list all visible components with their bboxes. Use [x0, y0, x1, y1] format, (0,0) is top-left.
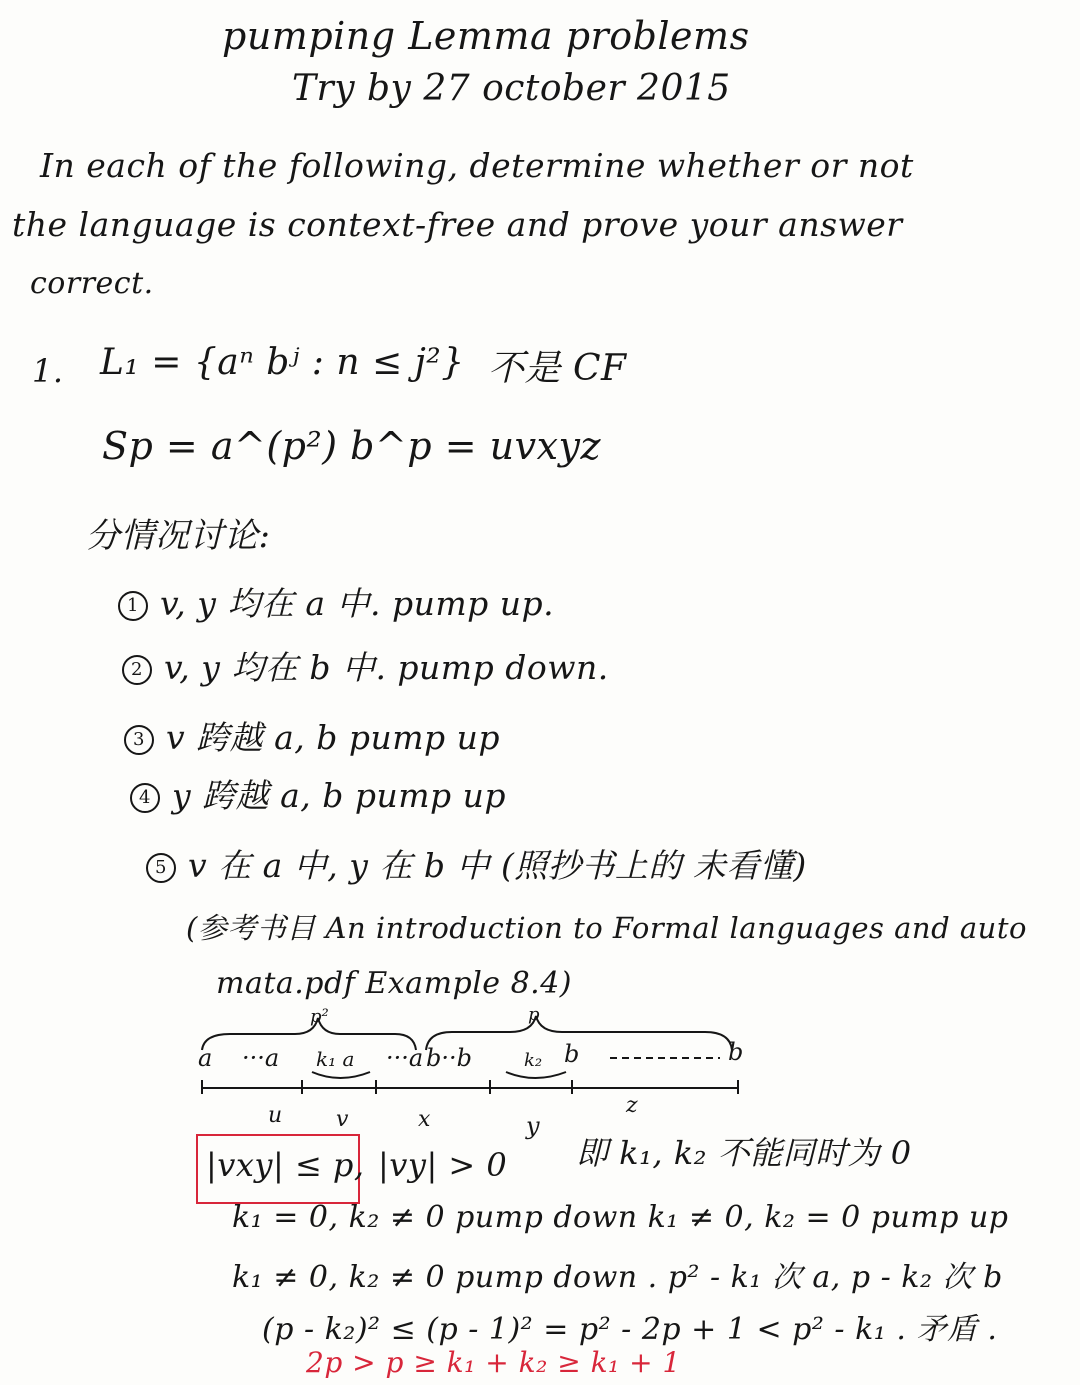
brace-b-label: p	[528, 1004, 540, 1025]
instruction-line-1: In each of the following, determine whether or not	[40, 146, 914, 185]
reference-line-2: mata.pdf Example 8.4)	[216, 966, 573, 1001]
pumped-string: Sp = a^(p²) b^p = uvxyz	[102, 424, 601, 468]
problem-verdict: 不是 CF	[488, 348, 627, 389]
case-text: v 跨越 a, b pump up	[166, 718, 501, 757]
due-date: Try by 27 october 2015	[292, 68, 731, 109]
case-number-badge: 4	[130, 783, 160, 813]
case-number-badge: 3	[124, 725, 154, 755]
analysis-line-2: k₁ ≠ 0, k₂ ≠ 0 pump down . p² - k₁ 次 a, p - k₂ 次 b	[232, 1260, 1003, 1295]
string-a-mid: ···a	[242, 1044, 280, 1072]
string-a-end: ···a	[386, 1044, 424, 1072]
label-z: z	[626, 1093, 638, 1118]
instruction-line-2: the language is context-free and prove your answer	[12, 205, 903, 244]
case-text: v, y 均在 b 中. pump down.	[164, 648, 609, 687]
case-number-badge: 5	[146, 853, 176, 883]
case-item	[130, 770, 506, 817]
label-v: v	[336, 1107, 349, 1132]
case-number-badge: 1	[118, 591, 148, 621]
case-text: y 跨越 a, b pump up	[172, 776, 507, 815]
case-text: v 在 a 中, y 在 b 中 (照抄书上的 未看懂)	[188, 846, 807, 885]
string-b-mid: b	[564, 1040, 580, 1068]
brace-a	[202, 1018, 416, 1050]
instruction-line-3: correct.	[30, 266, 154, 301]
analysis-line-3: (p - k₂)² ≤ (p - 1)² = p² - 2p + 1 < p² - k₁ . 矛盾 .	[262, 1312, 998, 1347]
case-text: v, y 均在 a 中. pump up.	[160, 584, 555, 623]
cases-heading: 分情况讨论:	[86, 516, 271, 556]
string-a-start: a	[198, 1044, 213, 1072]
segment-arc-v	[312, 1072, 370, 1078]
condition-vy: |vy| > 0	[378, 1146, 508, 1184]
case-item	[146, 840, 807, 887]
problem-number: 1.	[32, 352, 64, 390]
label-x: x	[418, 1107, 431, 1132]
case-item	[122, 642, 609, 689]
condition-conclusion: 即 k₁, k₂ 不能同时为 0	[576, 1134, 912, 1172]
reference-line-1: (参考书目 An introduction to Formal languages and auto	[186, 911, 1027, 945]
condition-vxy: |vxy| ≤ p,	[206, 1146, 365, 1184]
label-y: y	[526, 1112, 540, 1140]
string-b-end: b	[728, 1038, 744, 1066]
case-item	[118, 578, 554, 625]
string-k2: k₂	[524, 1050, 543, 1071]
analysis-line-1: k₁ = 0, k₂ ≠ 0 pump down k₁ ≠ 0, k₂ = 0 pump up	[232, 1200, 1009, 1235]
problem-language: L₁ = {aⁿ bʲ : n ≤ j²}	[100, 342, 465, 383]
label-u: u	[268, 1103, 283, 1128]
decomposition-diagram	[190, 1004, 770, 1140]
case-item	[124, 712, 500, 759]
analysis-line-4: 2p > p ≥ k₁ + k₂ ≥ k₁ + 1	[306, 1346, 681, 1379]
brace-a-label: p²	[310, 1006, 329, 1027]
page-title: pumping Lemma problems	[222, 14, 750, 58]
string-b-start: b··b	[426, 1044, 472, 1072]
string-k1: k₁ a	[316, 1047, 355, 1071]
segment-arc-y	[506, 1072, 566, 1078]
case-number-badge: 2	[122, 655, 152, 685]
